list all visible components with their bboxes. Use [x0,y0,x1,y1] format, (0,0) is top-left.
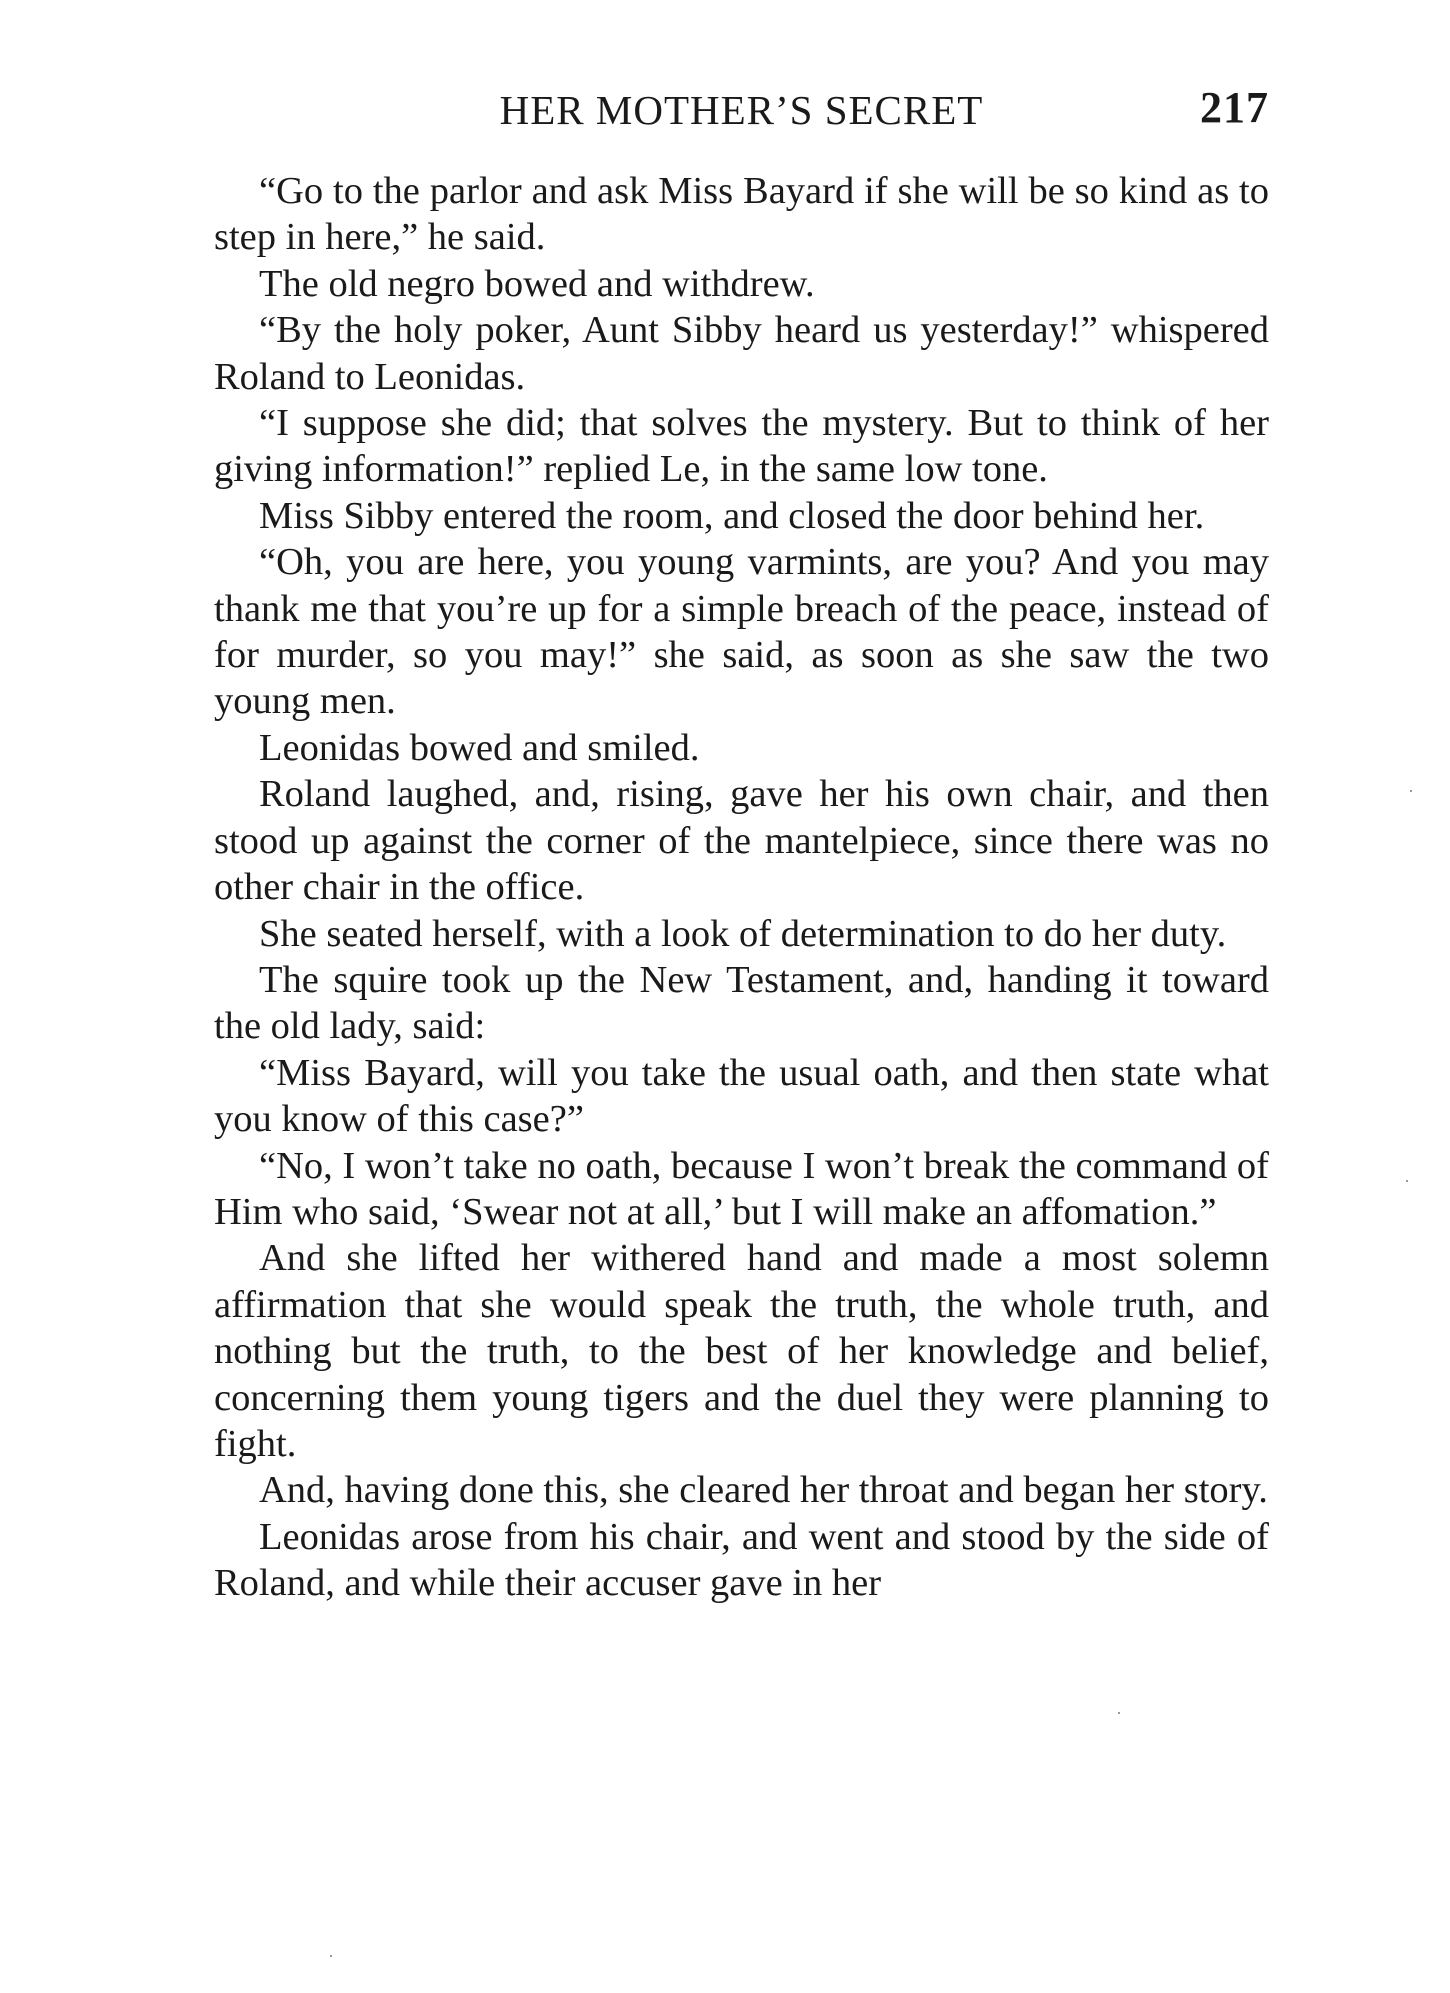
paragraph: “No, I won’t take no oath, because I won’t break the command of Him who said, ‘Swear not at all,’ but I will make an affomation.” [214,1144,1269,1233]
paragraph: Roland laughed, and, rising, gave her his own chair, and then stood up against the corner of the mantelpiece, since there was no other chair in the office. [214,773,1269,909]
paragraph: “By the holy poker, Aunt Sibby heard us yesterday!” whispered Roland to Leonidas. [214,309,1269,398]
paragraph: The old negro bowed and withdrew. [259,262,815,305]
paragraph: Leonidas bowed and smiled. [259,726,700,769]
paragraph: Miss Sibby entered the room, and closed the door behind her. [259,494,1205,537]
paragraph: And she lifted her withered hand and made a most solemn affirmation that she would speak the truth, the whole truth, and nothing but the truth, to the best of her knowledge and belief, concerning them young tigers and the duel they were planning to fight. [214,1237,1269,1465]
paragraph: The squire took up the New Testament, and, handing it toward the old lady, said: [214,958,1269,1048]
scan-speck [330,1955,332,1957]
paragraph: “I suppose she did; that solves the mystery. But to think of her giving information!” replied Le, in the same low tone. [214,402,1269,491]
scan-speck [1118,1712,1120,1714]
body-text [214,168,1269,1607]
running-head: HER MOTHER’S SECRET [499,87,984,133]
book-page [214,80,1269,1607]
page-header [214,80,1269,150]
scan-speck [1410,790,1412,792]
paragraph: Leonidas arose from his chair, and went and stood by the side of Roland, and while their accuser gave in her [214,1515,1269,1605]
paragraph: She seated herself, with a look of determination to do her duty. [259,912,1227,955]
paragraph: “Go to the parlor and ask Miss Bayard if she will be so kind as to step in here,” he said. [214,170,1269,259]
paragraph: “Miss Bayard, will you take the usual oath, and then state what you know of this case?” [214,1051,1269,1141]
scan-speck [1406,1180,1408,1182]
paragraph: “Oh, you are here, you young varmints, are you? And you may thank me that you’re up for a simple breach of the peace, instead of for murder, so you may!” she said, as soon as she saw the two young men. [214,541,1269,723]
page-number: 217 [1200,83,1269,132]
paragraph: And, having done this, she cleared her throat and began her story. [259,1469,1268,1512]
